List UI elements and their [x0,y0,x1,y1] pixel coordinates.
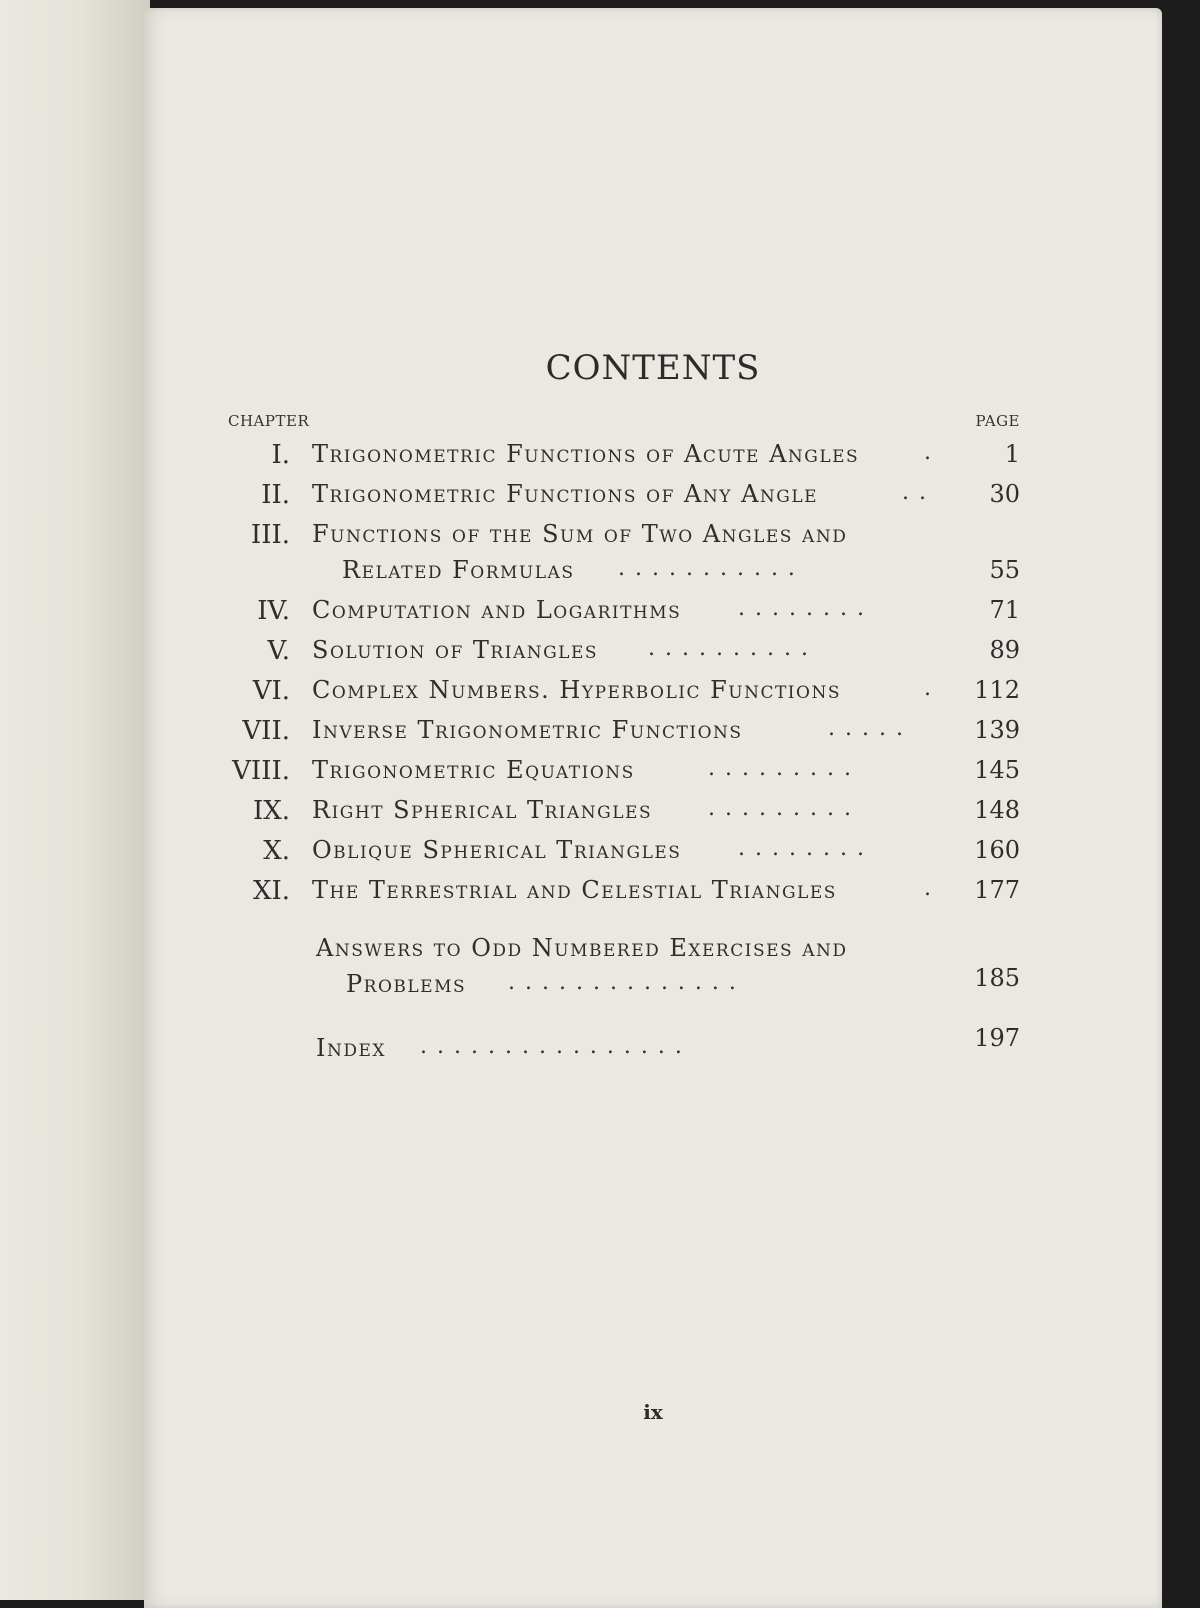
page-number: 139 [974,716,1020,744]
chapter-title: Computation and Logarithms [312,596,682,624]
page-number: 1 [1004,440,1020,468]
chapter-title: Trigonometric Equations [312,756,635,784]
chapter-title: Oblique Spherical Triangles [312,836,682,864]
page-footer-number: ix [643,1400,663,1424]
page-number: 185 [974,964,1020,992]
chapter-title: Inverse Trigonometric Functions [312,716,743,744]
chapter-number: V. [267,636,290,666]
chapter-title: Complex Numbers. Hyperbolic Functions [312,676,841,704]
page-number: 89 [989,636,1020,664]
chapter-title: Right Spherical Triangles [312,796,653,824]
page-number: 112 [974,676,1020,704]
chapter-number: XI. [252,876,290,906]
chapter-number: VII. [242,716,290,746]
page-number: 71 [989,596,1020,624]
chapter-title-line-1: Functions of the Sum of Two Angles and [312,520,848,548]
chapter-number: IX. [252,796,290,826]
chapter-title: The Terrestrial and Celestial Triangles [312,876,837,904]
chapter-title: Trigonometric Functions of Acute Angles [312,440,860,468]
chapter-column-header: CHAPTER [228,412,310,430]
chapter-number: I. [271,440,290,470]
page-title: CONTENTS [545,348,761,388]
page-number: 148 [974,796,1020,824]
page-number: 177 [974,876,1020,904]
page-number: 160 [974,836,1020,864]
page-column-header: PAGE [975,412,1020,430]
chapter-number: VI. [252,676,290,706]
page-number: 55 [989,556,1020,584]
index-title: Index [316,1034,386,1062]
chapter-number: VIII. [232,756,290,786]
left-page [0,0,150,1600]
answers-title-line-1: Answers to Odd Numbered Exercises and [316,934,848,962]
chapter-title: Trigonometric Functions of Any Angle [312,480,819,508]
chapter-title: Solution of Triangles [312,636,599,664]
chapter-title-line-2: Related Formulas [342,556,575,584]
page-number: 197 [974,1024,1020,1052]
page-number: 145 [974,756,1020,784]
chapter-number: X. [263,836,290,866]
chapter-number: II. [261,480,290,510]
chapter-number: III. [250,520,290,550]
page-number: 30 [989,480,1020,508]
answers-title-line-2: Problems [346,970,467,998]
chapter-number: IV. [257,596,290,626]
book-page: CONTENTS CHAPTER PAGE I. Trigonometric Functions of Acute Angles . 1 II. Trigonometric Functions of Any Angle .. 30 III. Functions of the Sum of Two Angles and Related Formulas ........... 55 IV. Computation and Logarithms ........ 71 V. Solution of Triangles .......... 89 VI. Complex Numbers. Hyperbolic Functions . 112 VII. Inverse Trigonometric Functions ..... 139 VIII. Trigonometric Equations ......... 145 IX. Right Spherical Triangles ......... 148 X. Oblique Spherical Triangles ........ 160 XI. The Terrestrial and Celestial Triangles . 177 Answers to Odd Numbered Exercises and Problems .............. 185 Index ................ 197 ix [144,8,1162,1608]
